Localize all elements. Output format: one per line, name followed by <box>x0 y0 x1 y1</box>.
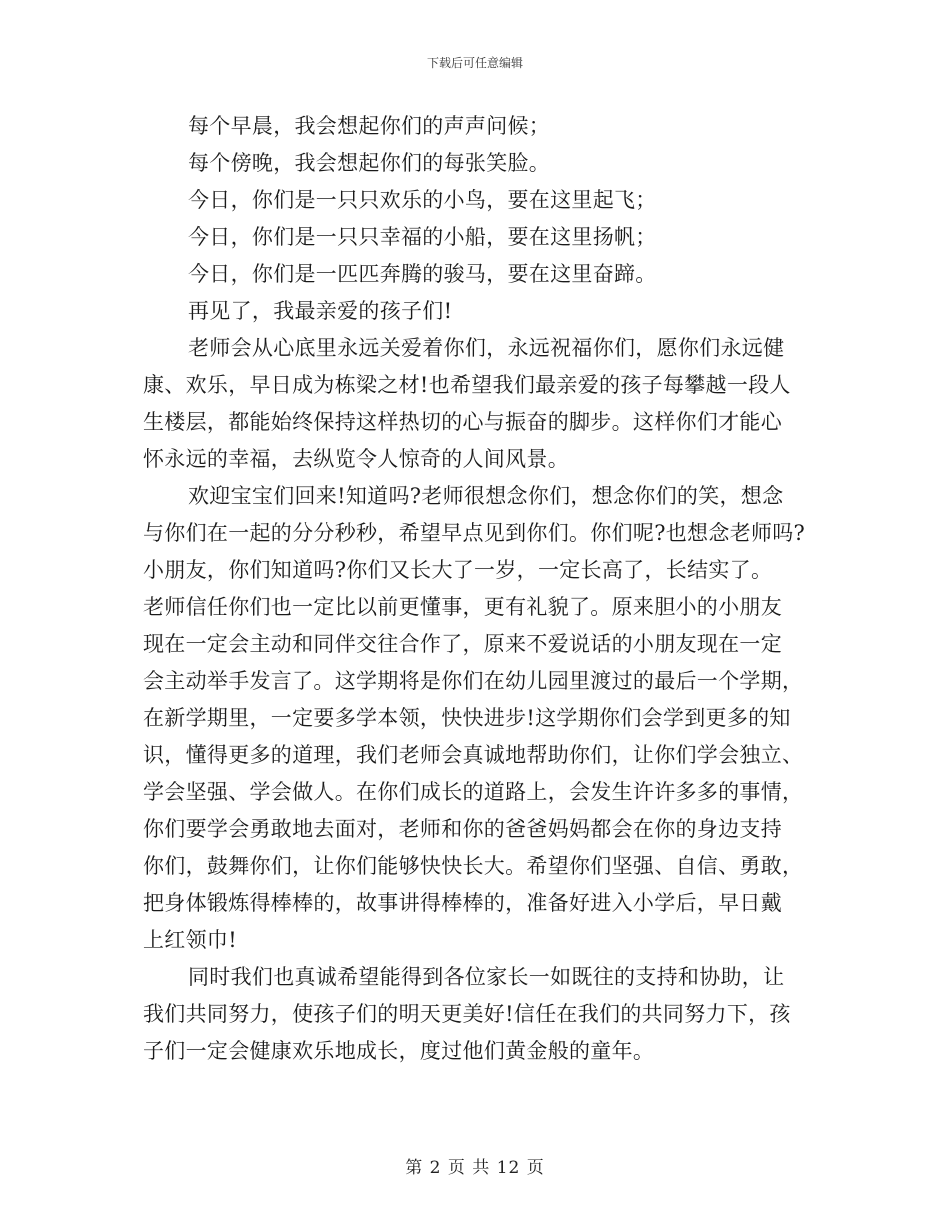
text-line: 老师会从心底里永远关爱着你们，永远祝福你们，愿你们永远健 <box>188 336 785 360</box>
text-line: 老师信任你们也一定比以前更懂事，更有礼貌了。原来胆小的小朋友 <box>143 595 782 619</box>
body-text <box>143 108 823 1070</box>
text-line: 今日，你们是一只只欢乐的小鸟，要在这里起飞； <box>188 188 657 212</box>
text-line: 欢迎宝宝们回来!知道吗?老师很想念你们，想念你们的笑，想念 <box>188 484 784 508</box>
text-line: 每个早晨，我会想起你们的声声问候； <box>188 114 551 138</box>
text-line: 学会坚强、学会做人。在你们成长的道路上，会发生许许多多的事情， <box>143 780 804 804</box>
page-number: 第 2 页 共 12 页 <box>405 1158 545 1178</box>
text-line: 同时我们也真诚希望能得到各位家长一如既往的支持和协助，让 <box>188 965 785 989</box>
text-line: 你们，鼓舞你们，让你们能够快快长大。希望你们坚强、自信、勇敢， <box>143 854 804 878</box>
text-line: 今日，你们是一只只幸福的小船，要在这里扬帆； <box>188 225 657 249</box>
text-line: 怀永远的幸福，去纵览令人惊奇的人间风景。 <box>143 447 569 471</box>
text-line: 与你们在一起的分分秒秒，希望早点见到你们。你们呢?也想念老师吗? <box>143 521 806 545</box>
header-note: 下载后可任意编辑 <box>426 56 523 70</box>
text-line: 把身体锻炼得棒棒的，故事讲得棒棒的，准备好进入小学后，早日戴 <box>143 891 782 915</box>
text-line: 生楼层，都能始终保持这样热切的心与振奋的脚步。这样你们才能心 <box>143 410 782 434</box>
text-line: 上红领巾! <box>143 928 237 952</box>
text-line: 我们共同努力，使孩子们的明天更美好!信任在我们的共同努力下，孩 <box>143 1002 791 1026</box>
text-line: 会主动举手发言了。这学期将是你们在幼儿园里渡过的最后一个学期， <box>143 669 804 693</box>
text-line: 康、欢乐，早日成为栋梁之材!也希望我们最亲爱的孩子每攀越一段人 <box>143 373 791 397</box>
text-line: 小朋友，你们知道吗?你们又长大了一岁，一定长高了，长结实了。 <box>143 558 773 582</box>
text-line: 今日，你们是一匹匹奔腾的骏马，要在这里奋蹄。 <box>188 262 657 286</box>
text-line: 每个傍晚，我会想起你们的每张笑脸。 <box>188 151 551 175</box>
text-line: 你们要学会勇敢地去面对，老师和你的爸爸妈妈都会在你的身边支持 <box>143 817 782 841</box>
text-line: 在新学期里，一定要多学本领，快快进步!这学期你们会学到更多的知 <box>143 706 791 730</box>
text-line: 子们一定会健康欢乐地成长，度过他们黄金般的童年。 <box>143 1039 655 1063</box>
text-line: 识，懂得更多的道理，我们老师会真诚地帮助你们，让你们学会独立、 <box>143 743 804 767</box>
text-line: 现在一定会主动和同伴交往合作了，原来不爱说话的小朋友现在一定 <box>143 632 782 656</box>
text-line: 再见了，我最亲爱的孩子们! <box>188 299 453 323</box>
